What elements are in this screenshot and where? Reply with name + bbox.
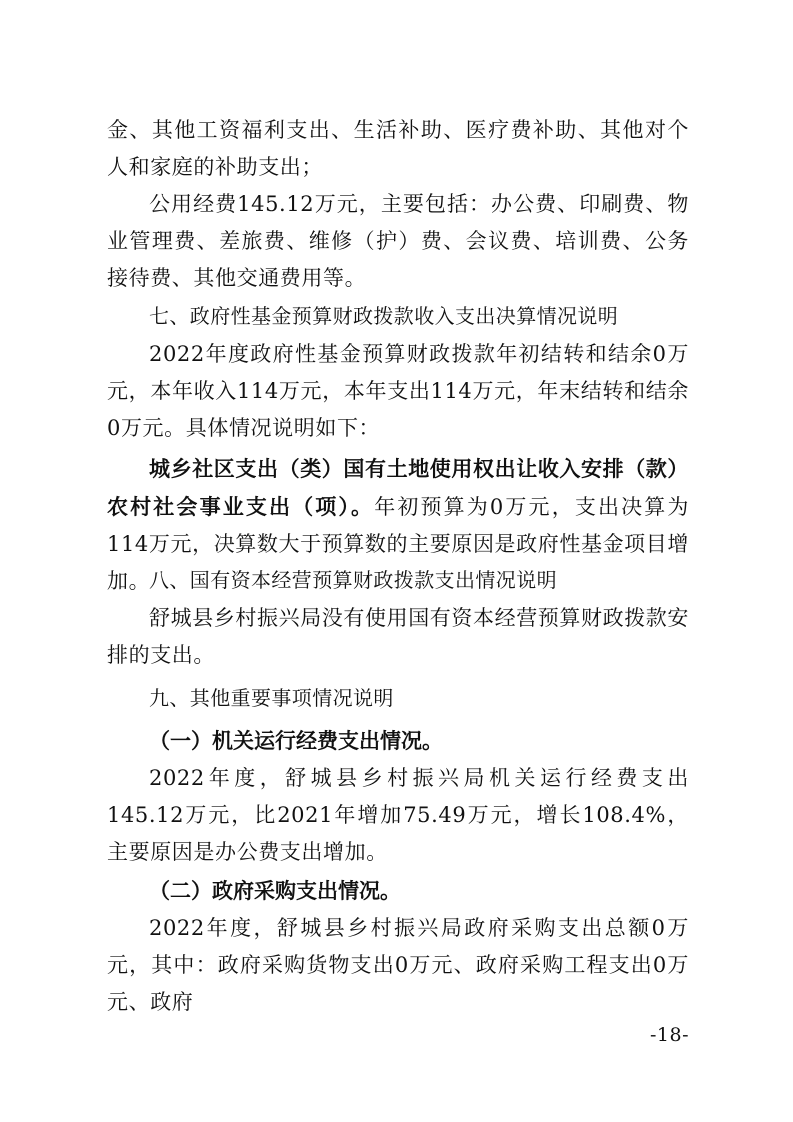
subheading-operating-expenses: （一）机关运行经费支出情况。 [149, 728, 443, 753]
fund-detail-text: 年初预算为0万元，支出决算为114万元，决算数大于预算数的主要原因是政府性基金项目增加。 [107, 495, 689, 593]
paragraph-operating-expenses: 2022年度，舒城县乡村振兴局机关运行经费支出145.12万元，比2021年增加75.49万元，增长108.4%，主要原因是办公费支出增加。 [107, 766, 689, 864]
paragraph-state-capital: 舒城县乡村振兴局没有使用国有资本经营预算财政拨款安排的支出。 [107, 606, 689, 667]
paragraph-procurement: 2022年度，舒城县乡村振兴局政府采购支出总额0万元，其中：政府采购货物支出0万元、政府采购工程支出0万元、政府 [107, 916, 689, 1014]
subheading-procurement: （二）政府采购支出情况。 [149, 878, 401, 903]
fund-detail-lead: 城乡社区支出（类）国有土地使用权出让收入安排（款）农村社会事业支出（项）。 [107, 456, 689, 519]
paragraph-government-fund: 2022年度政府性基金预算财政拨款年初结转和结余0万元，本年收入114万元，本年支出114万元，年末结转和结余0万元。具体情况说明如下： [107, 342, 689, 440]
heading-section-7: 七、政府性基金预算财政拨款收入支出决算情况说明 [149, 304, 619, 328]
page-number: -18- [649, 1024, 689, 1046]
heading-section-8: 八、国有资本经营预算财政拨款支出情况说明 [149, 568, 557, 592]
heading-section-9: 九、其他重要事项情况说明 [149, 686, 394, 710]
paragraph-personnel-expenses: 金、其他工资福利支出、生活补助、医疗费补助、其他对个人和家庭的补助支出； [107, 118, 689, 179]
paragraph-public-expenses: 公用经费145.12万元，主要包括：办公费、印刷费、物业管理费、差旅费、维修（护）费、会议费、培训费、公务接待费、其他交通费用等。 [107, 192, 689, 290]
